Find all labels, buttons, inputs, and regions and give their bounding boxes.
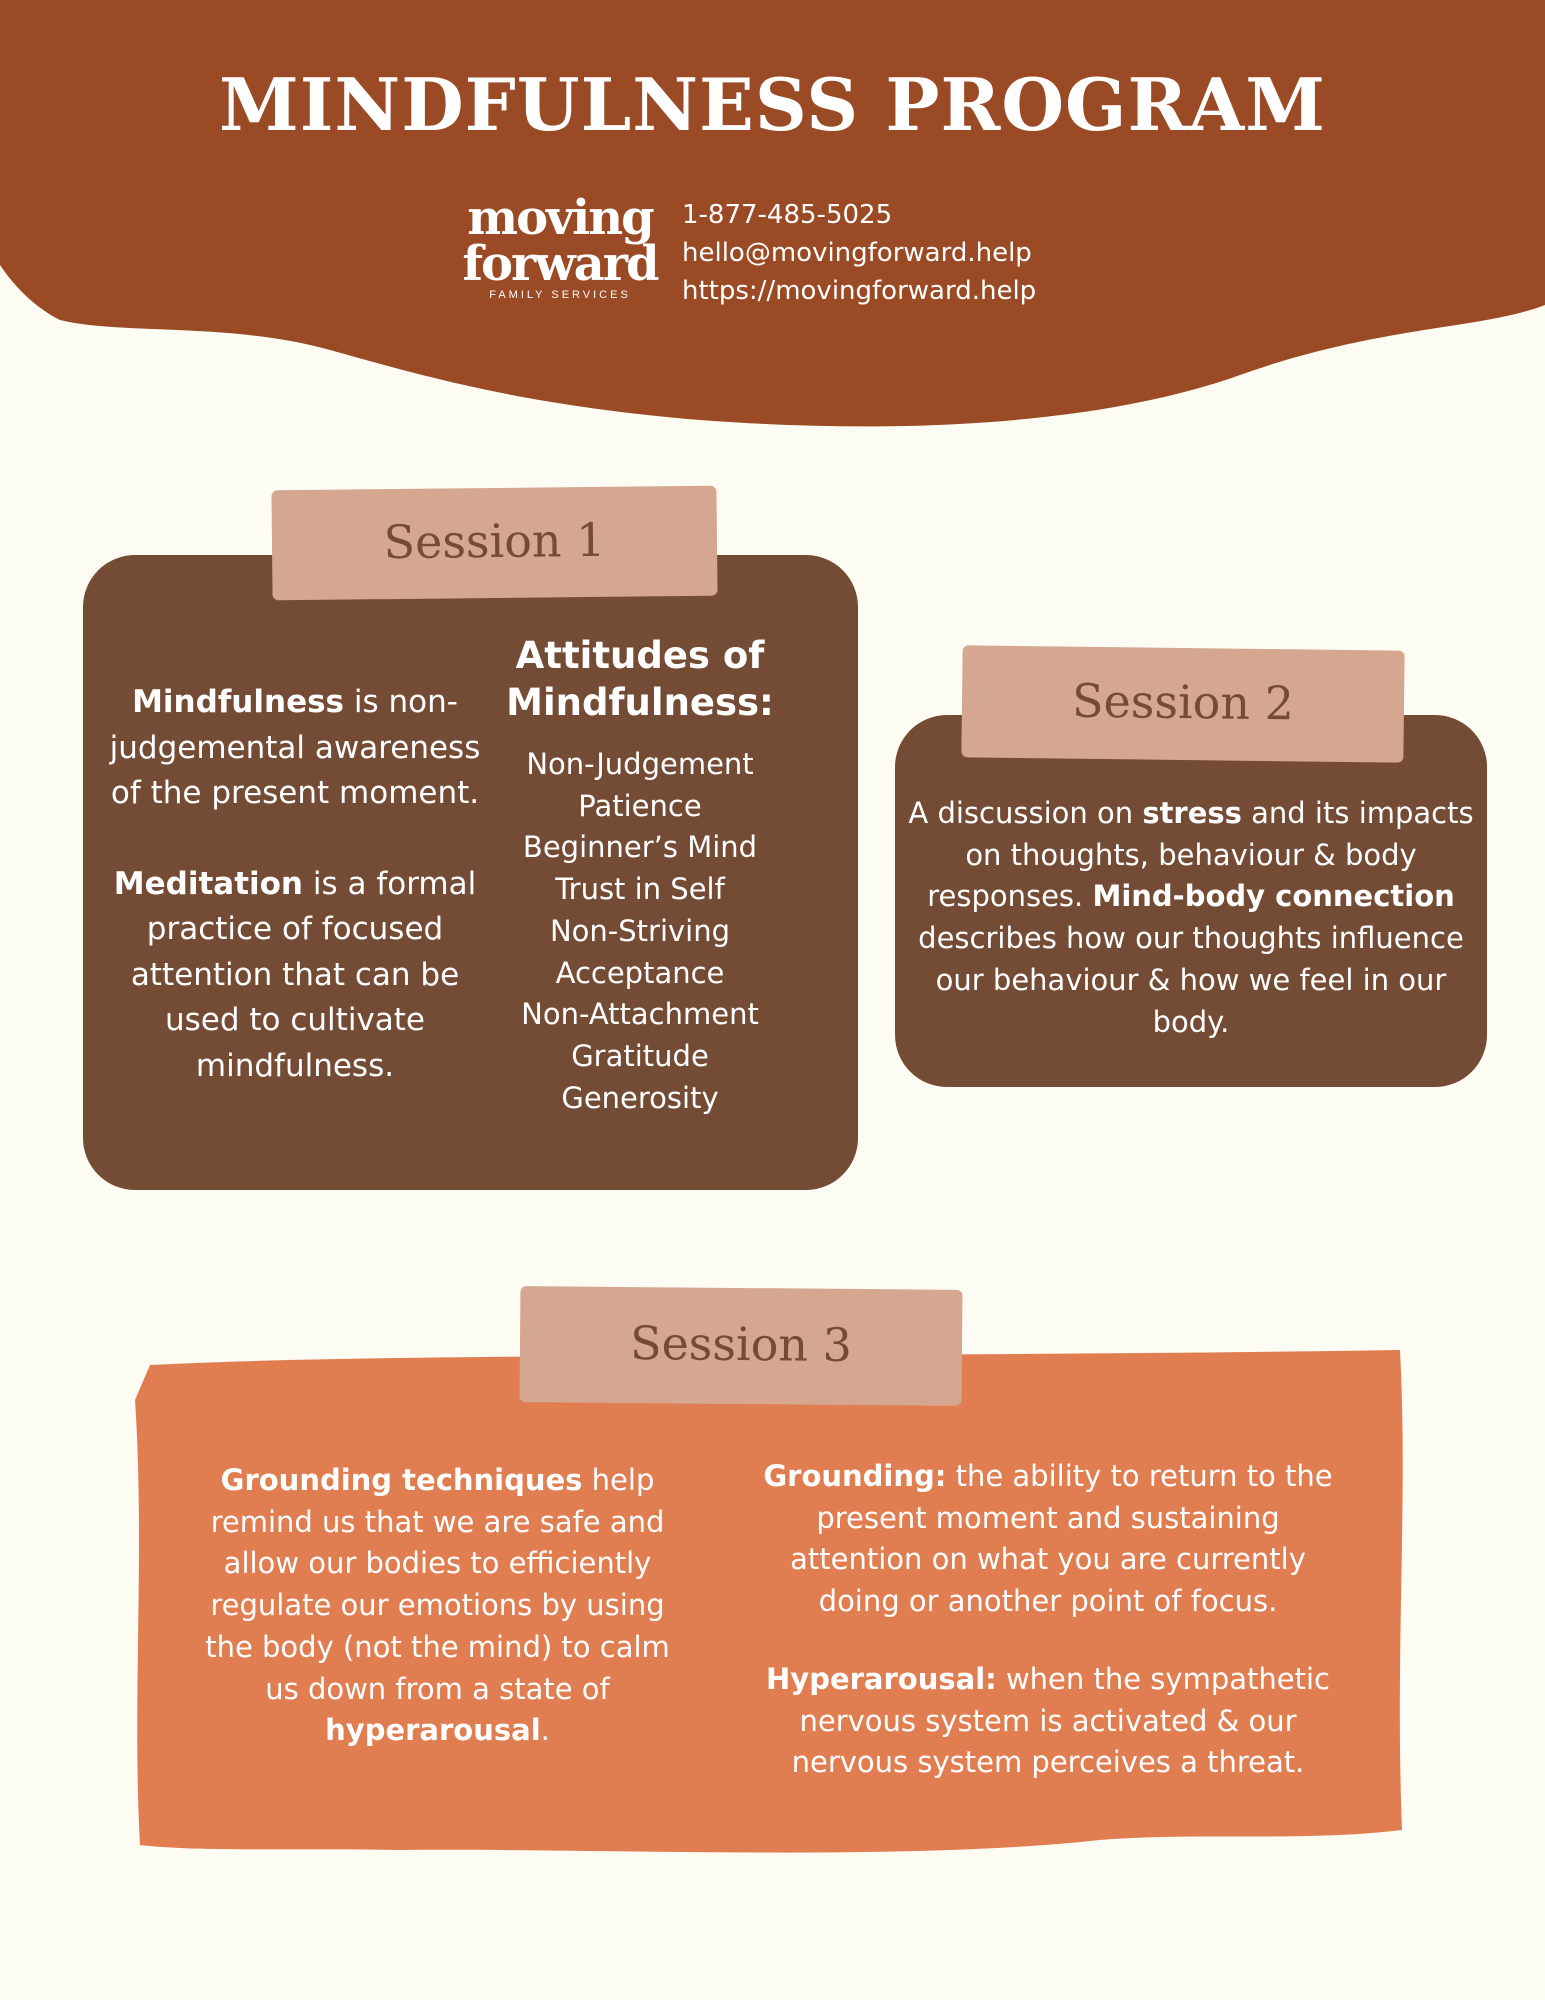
grounding-definition — [748, 1456, 1348, 1623]
hyperarousal-term: Hyperarousal: — [766, 1661, 997, 1696]
hyperarousal-definition — [748, 1659, 1348, 1784]
grounding-techniques-paragraph — [185, 1460, 690, 1752]
grounding-techniques-term: Grounding techniques — [220, 1463, 583, 1497]
email-link[interactable]: hello@movingforward.help — [682, 238, 1032, 268]
list-item: Generosity — [561, 1080, 719, 1115]
meditation-term: Meditation — [113, 865, 304, 902]
mindfulness-term: Mindfulness — [132, 684, 344, 720]
session3-left-text — [185, 1460, 690, 1752]
mindfulness-text: is non-judgemental awareness of the present moment. — [109, 684, 481, 811]
stress-term: stress — [1142, 796, 1242, 830]
logo-word-forward: forward — [462, 236, 658, 292]
phone-number[interactable]: 1-877-485-5025 — [682, 200, 893, 230]
session2-text-a: A discussion on — [908, 796, 1143, 830]
logo-word-moving: moving — [467, 190, 653, 246]
mind-body-term: Mind-body connection — [1092, 879, 1455, 914]
page-title: MINDFULNESS PROGRAM — [219, 62, 1326, 147]
list-item: Patience — [578, 788, 702, 823]
logo-subtitle: FAMILY SERVICES — [489, 289, 631, 301]
hyperarousal-text: when the sympathetic nervous system is activated & our nervous system perceives a threat. — [791, 1661, 1330, 1780]
list-item: Trust in Self — [555, 872, 725, 907]
session2-text-c: describes how our thoughts influence our behaviour & how we feel in our body. — [918, 921, 1464, 1039]
session2-text-b: and its impacts on thoughts, behaviour & body responses. — [927, 796, 1474, 914]
session2-tag: Session 2 — [961, 645, 1404, 762]
list-item: Non-Judgement — [526, 747, 754, 781]
grounding-term: Grounding: — [763, 1459, 947, 1493]
session3-tag: Session 3 — [520, 1286, 963, 1406]
attitudes-title: Attitudes of Mindfulness: — [506, 634, 774, 724]
meditation-text: is a formal practice of focused attention that can be used to cultivate mindfulness. — [130, 865, 477, 1084]
website-link[interactable]: https://movingforward.help — [682, 276, 1037, 306]
list-item: Non-Striving — [549, 913, 731, 948]
list-item: Non-Attachment — [521, 997, 759, 1032]
list-item: Gratitude — [571, 1038, 709, 1073]
period: . — [540, 1713, 550, 1748]
grounding-techniques-text: help remind us that we are safe and allow our bodies to efficiently regulate our emotions by using the body (not the mind) to calm us down from a state of — [205, 1463, 670, 1706]
grounding-text: the ability to return to the present moment and sustaining attention on what you are currently doing or another point of focus. — [790, 1459, 1333, 1619]
list-item: Beginner’s Mind — [522, 830, 758, 865]
session3-right-text — [748, 1456, 1348, 1784]
session1-tag: Session 1 — [271, 486, 717, 601]
hyperarousal-word: hyperarousal — [325, 1713, 541, 1748]
list-item: Acceptance — [555, 955, 725, 990]
